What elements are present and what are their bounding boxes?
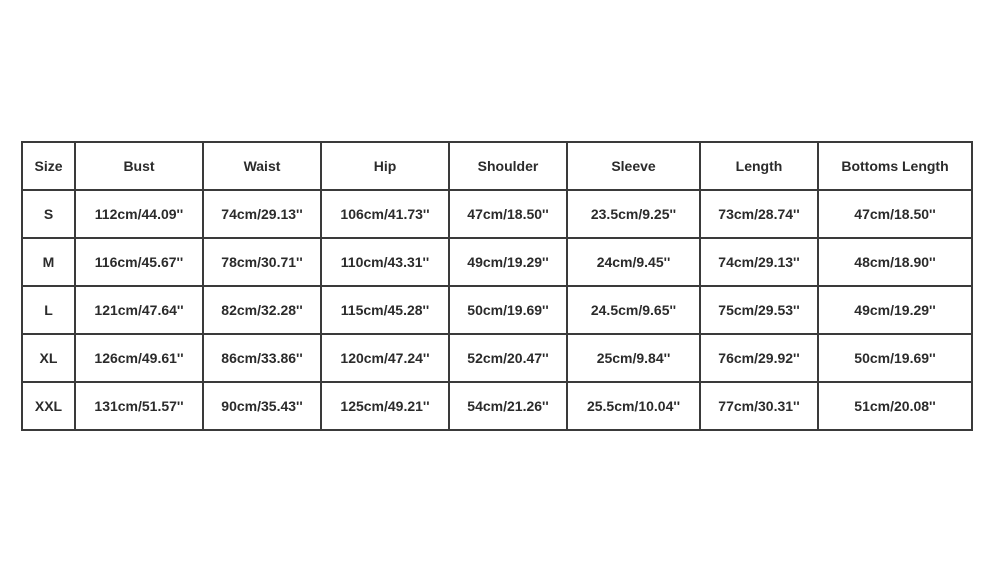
header-shoulder: Shoulder <box>449 142 567 190</box>
cell-bottoms-length: 47cm/18.50'' <box>818 190 972 238</box>
cell-hip: 115cm/45.28'' <box>321 286 449 334</box>
cell-bust: 112cm/44.09'' <box>75 190 203 238</box>
cell-waist: 86cm/33.86'' <box>203 334 321 382</box>
cell-shoulder: 52cm/20.47'' <box>449 334 567 382</box>
table-row <box>22 238 972 286</box>
cell-size: L <box>22 286 75 334</box>
header-sleeve: Sleeve <box>567 142 700 190</box>
cell-shoulder: 50cm/19.69'' <box>449 286 567 334</box>
cell-bottoms-length: 51cm/20.08'' <box>818 382 972 430</box>
cell-sleeve: 24cm/9.45'' <box>567 238 700 286</box>
cell-sleeve: 23.5cm/9.25'' <box>567 190 700 238</box>
cell-sleeve: 25.5cm/10.04'' <box>567 382 700 430</box>
cell-shoulder: 54cm/21.26'' <box>449 382 567 430</box>
cell-hip: 125cm/49.21'' <box>321 382 449 430</box>
table-row <box>22 286 972 334</box>
cell-length: 77cm/30.31'' <box>700 382 818 430</box>
cell-waist: 90cm/35.43'' <box>203 382 321 430</box>
size-chart-table <box>21 141 973 431</box>
cell-sleeve: 25cm/9.84'' <box>567 334 700 382</box>
header-size: Size <box>22 142 75 190</box>
cell-bottoms-length: 49cm/19.29'' <box>818 286 972 334</box>
cell-bottoms-length: 48cm/18.90'' <box>818 238 972 286</box>
table-row <box>22 382 972 430</box>
cell-shoulder: 47cm/18.50'' <box>449 190 567 238</box>
cell-waist: 74cm/29.13'' <box>203 190 321 238</box>
cell-bust: 121cm/47.64'' <box>75 286 203 334</box>
cell-sleeve: 24.5cm/9.65'' <box>567 286 700 334</box>
cell-size: XL <box>22 334 75 382</box>
cell-size: M <box>22 238 75 286</box>
header-length: Length <box>700 142 818 190</box>
cell-hip: 110cm/43.31'' <box>321 238 449 286</box>
header-waist: Waist <box>203 142 321 190</box>
cell-shoulder: 49cm/19.29'' <box>449 238 567 286</box>
table-row <box>22 190 972 238</box>
header-hip: Hip <box>321 142 449 190</box>
cell-bottoms-length: 50cm/19.69'' <box>818 334 972 382</box>
cell-length: 75cm/29.53'' <box>700 286 818 334</box>
cell-length: 73cm/28.74'' <box>700 190 818 238</box>
cell-size: S <box>22 190 75 238</box>
cell-size: XXL <box>22 382 75 430</box>
header-bottoms-length: Bottoms Length <box>818 142 972 190</box>
cell-length: 76cm/29.92'' <box>700 334 818 382</box>
cell-bust: 131cm/51.57'' <box>75 382 203 430</box>
cell-bust: 116cm/45.67'' <box>75 238 203 286</box>
table-header-row <box>22 142 972 190</box>
table-row <box>22 334 972 382</box>
header-bust: Bust <box>75 142 203 190</box>
cell-bust: 126cm/49.61'' <box>75 334 203 382</box>
cell-waist: 78cm/30.71'' <box>203 238 321 286</box>
cell-length: 74cm/29.13'' <box>700 238 818 286</box>
cell-hip: 120cm/47.24'' <box>321 334 449 382</box>
cell-hip: 106cm/41.73'' <box>321 190 449 238</box>
cell-waist: 82cm/32.28'' <box>203 286 321 334</box>
